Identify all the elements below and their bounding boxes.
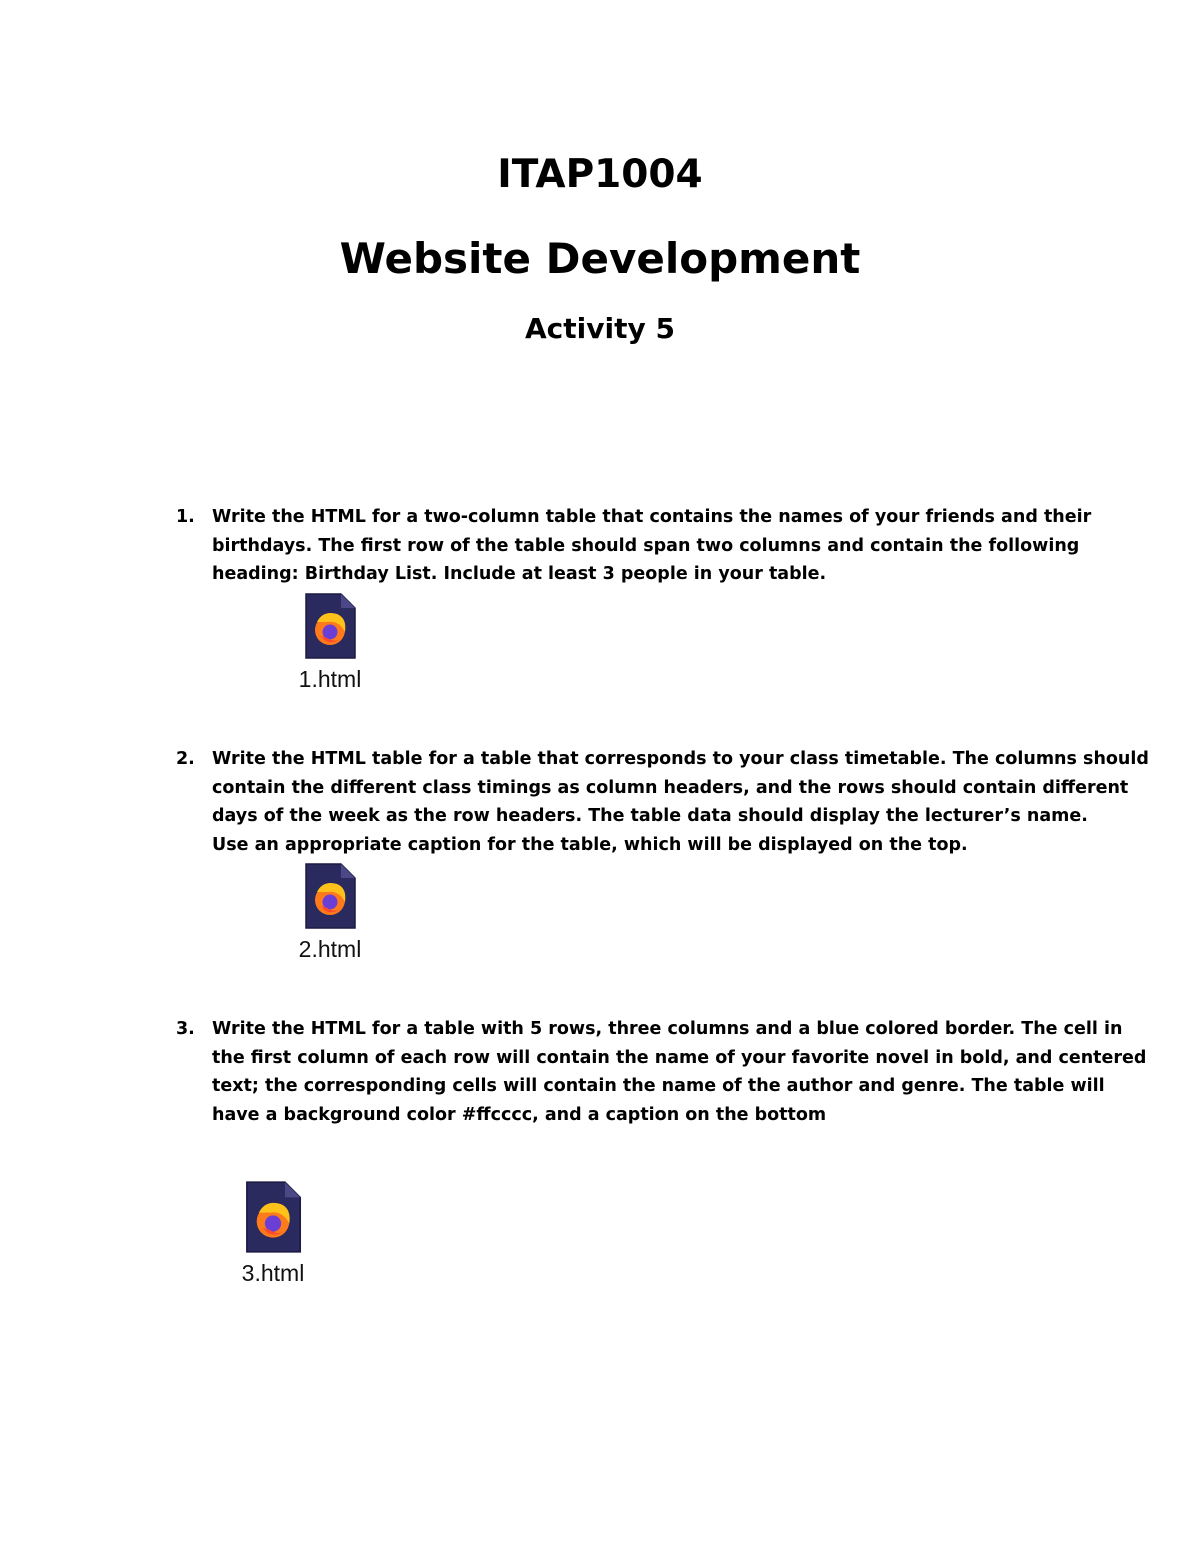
question-line: Use an appropriate caption for the table, which will be displayed on the top. bbox=[212, 834, 968, 855]
question-line: contain the different class timings as column headers, and the rows should contain different bbox=[212, 777, 1129, 798]
question-line: the first column of each row will contain the name of your favorite novel in bold, and centered bbox=[212, 1047, 1147, 1068]
attachment-label: 3.html bbox=[241, 1260, 305, 1286]
firefox-html-file-icon bbox=[243, 1180, 303, 1254]
attachment-2-html[interactable] bbox=[270, 862, 390, 963]
question-text bbox=[212, 1015, 1147, 1129]
question-text bbox=[212, 503, 1092, 589]
question-line: text; the corresponding cells will contain the name of the author and genre. The table will bbox=[212, 1076, 1105, 1096]
firefox-html-file-icon bbox=[303, 592, 357, 660]
question-line: Write the HTML table for a table that corresponds to your class timetable. The columns should bbox=[212, 749, 1149, 769]
question-line: have a background color #ffcccc, and a caption on the bottom bbox=[212, 1104, 827, 1125]
question-number: 1. bbox=[176, 507, 195, 527]
question-line: days of the week as the row headers. The table data should display the lecturer’s name. bbox=[212, 806, 1088, 826]
question-line: heading: Birthday List. Include at least 3 people in your table. bbox=[212, 564, 827, 584]
course-name-heading: Website Development bbox=[339, 234, 861, 283]
question-line: Write the HTML for a two-column table that contains the names of your friends and their bbox=[212, 507, 1092, 527]
course-code-heading: ITAP1004 bbox=[497, 152, 703, 197]
attachment-label: 2.html bbox=[298, 936, 362, 962]
question-number: 3. bbox=[176, 1019, 195, 1039]
activity-heading: Activity 5 bbox=[525, 312, 675, 345]
question-line: Write the HTML for a table with 5 rows, three columns and a blue colored border. The cell in bbox=[212, 1019, 1123, 1039]
question-text bbox=[212, 745, 1149, 859]
firefox-html-file-icon bbox=[303, 862, 357, 930]
attachment-label: 1.html bbox=[298, 666, 362, 692]
question-line: birthdays. The first row of the table should span two columns and contain the following bbox=[212, 535, 1080, 556]
attachment-1-html[interactable] bbox=[270, 592, 390, 693]
attachment-3-html[interactable] bbox=[213, 1180, 333, 1287]
question-number: 2. bbox=[176, 749, 195, 769]
